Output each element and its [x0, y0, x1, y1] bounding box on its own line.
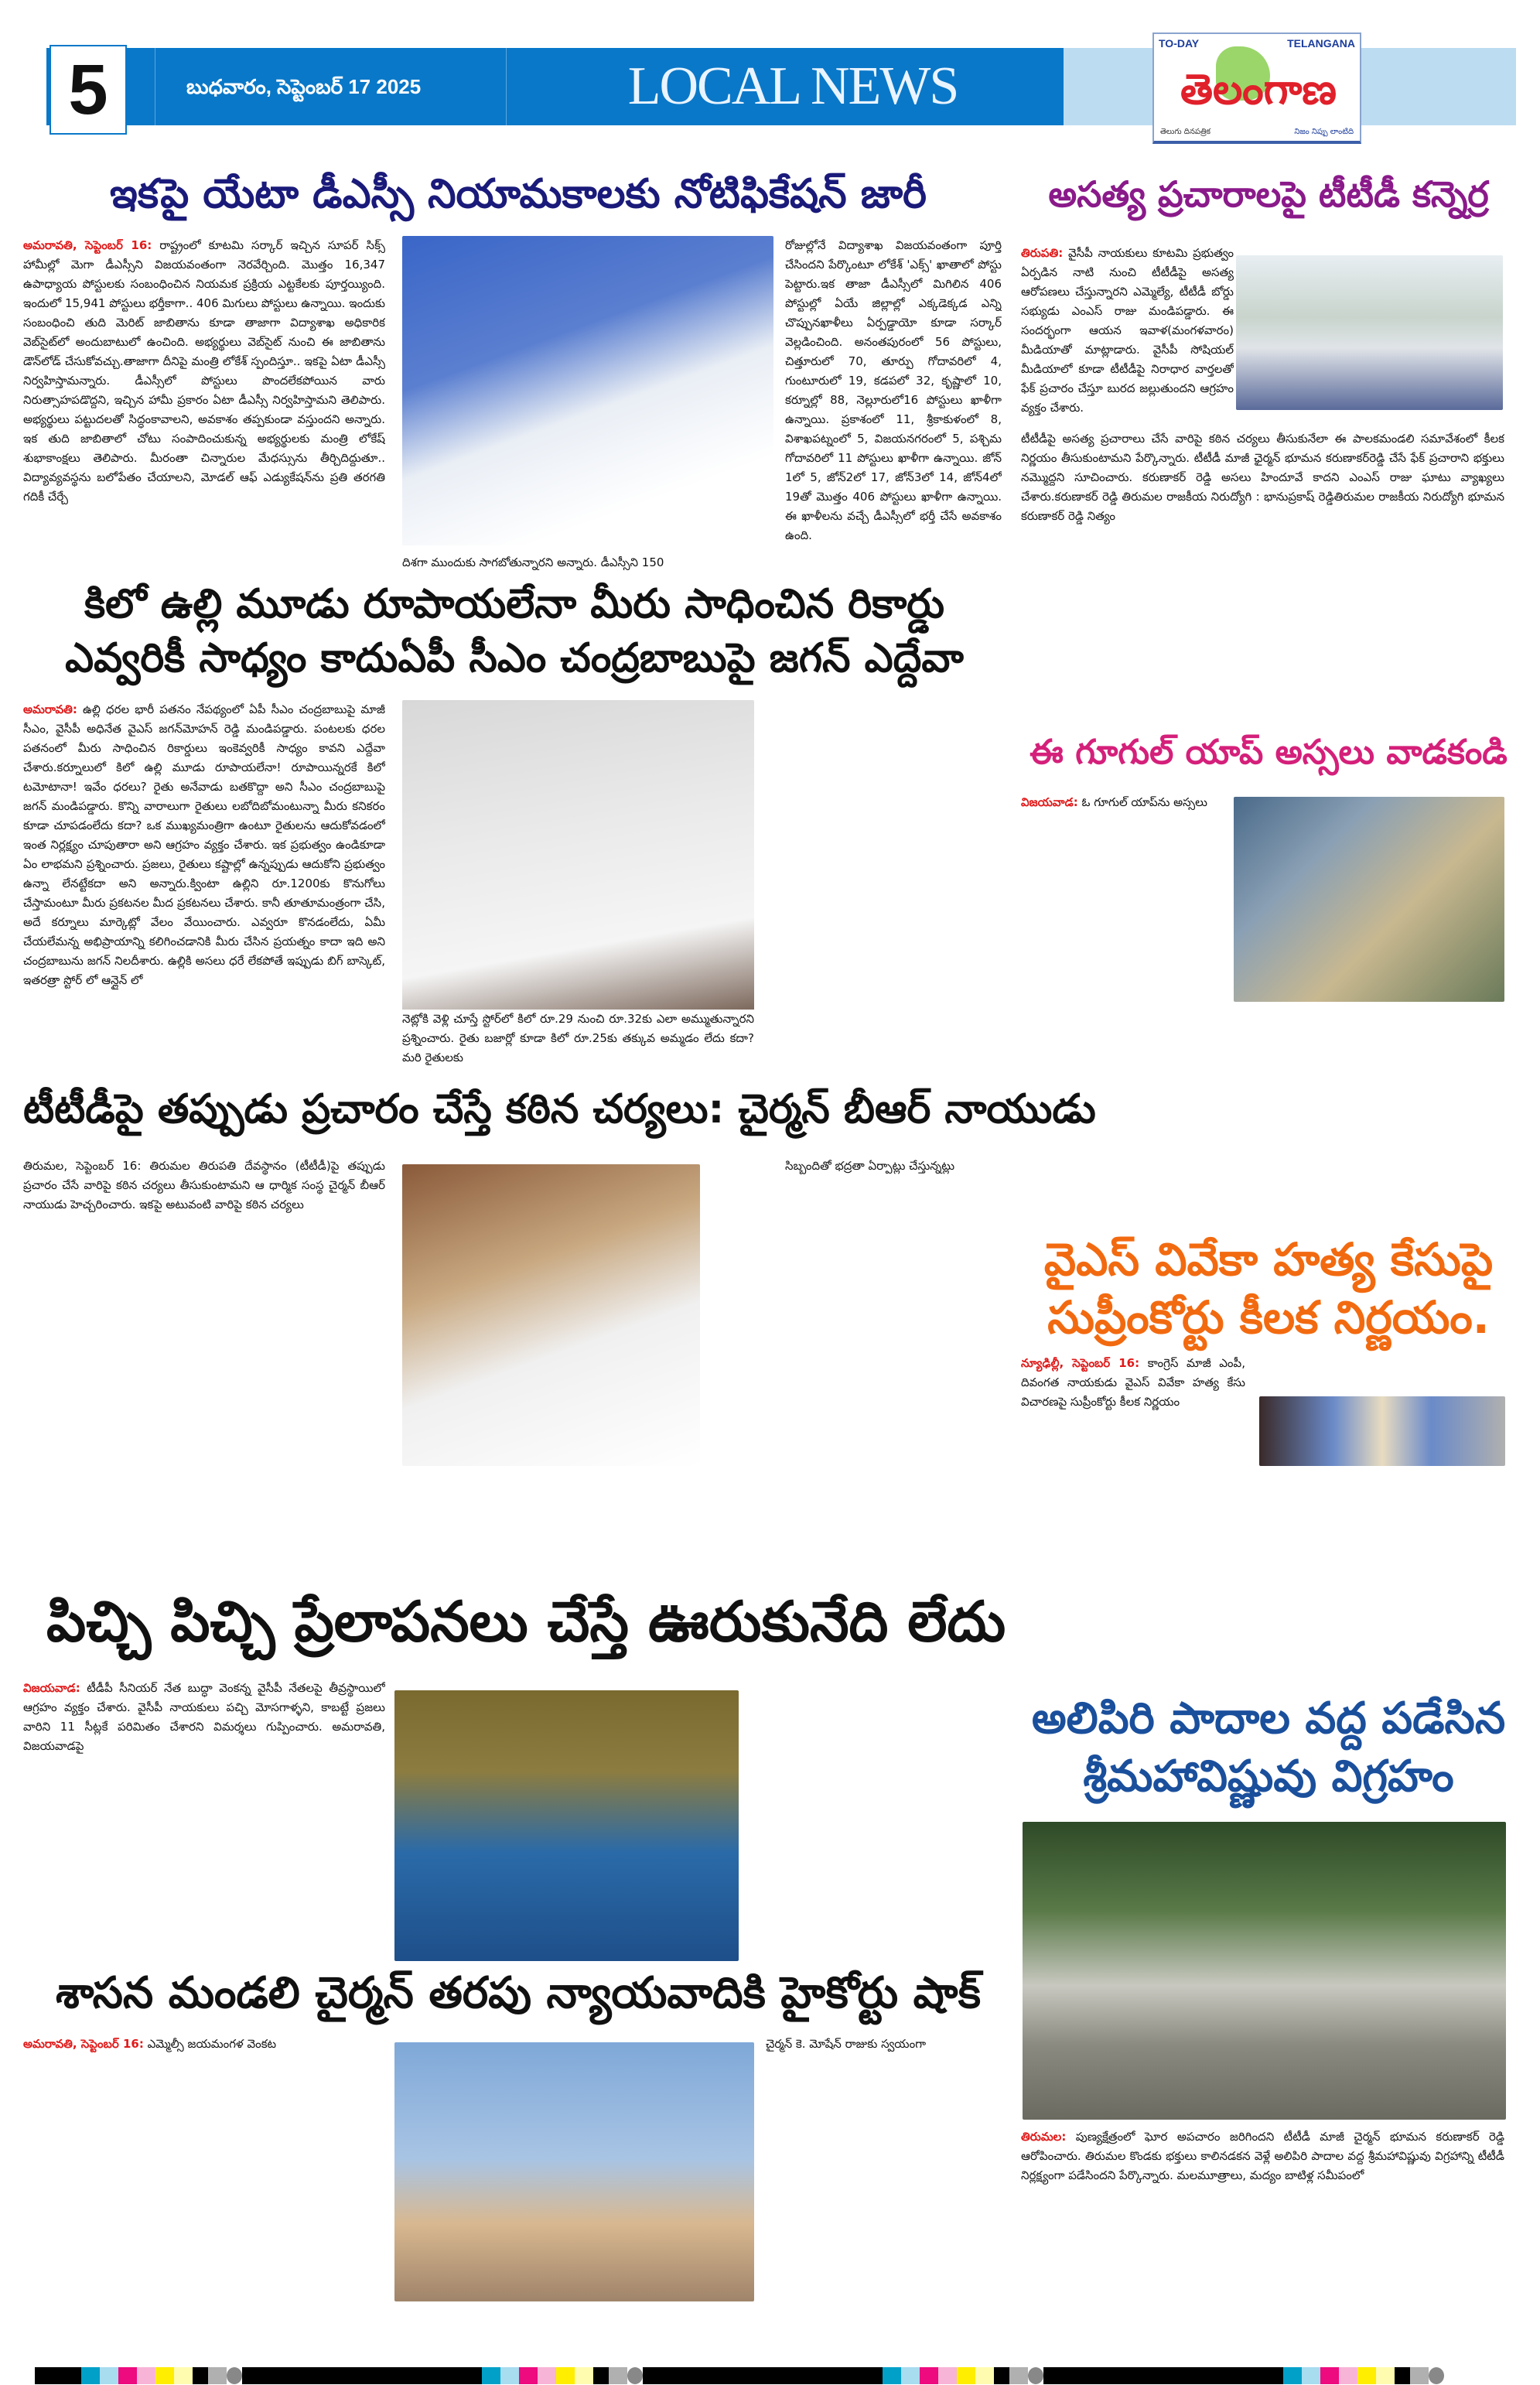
headline: టీటీడీపై తప్పుడు ప్రచారం చేస్తే కఠిన చర్యలు: చైర్మన్ బీఆర్ నాయుడు	[23, 1086, 1096, 1133]
page-number: 5	[50, 45, 127, 135]
article-text: సిబ్బందితో భద్రతా ఏర్పాట్లు చేస్తున్నట్లు	[785, 1159, 955, 1173]
issue-date: బుధవారం, సెప్టెంబర్ 17 2025	[155, 48, 507, 125]
vishnu-idol-photo	[1023, 1822, 1506, 2120]
color-swatch	[1429, 2367, 1444, 2384]
dateline: తిరుపతి:	[1021, 246, 1064, 260]
article-text: ఉల్లి ధరల భారీ పతనం నేపథ్యంలో ఏపీ సీఎం చంద్రబాబుపై మాజీ సీఎం, వైసీపీ అధినేత వైఎస్ జగన్‌మోహన్ రెడ్డి మండిపడ్డారు. పంటలకు ధరల పతనంలో మీరు సాధించిన రికార్డులు ఇంకెవ్వరికీ సాధ్యం కావని ఎద్దేవా చేశారు.కర్నూలులో కిలో ఉల్లి మూడు రూపాయలేనా! రూపాయిన్నరకే కిలో టమోటానా! ఇవేం ధరలు? రైతు అనేవాడు బతకొద్దా అని సీఎం చంద్రబాబుపై జగన్ మండిపడ్డారు. కొన్ని వారాలుగా రైతులు లబోదిబోమంటున్నా మీరు కనికరం కూడా చూపడంలేదు కదా? ఒక ముఖ్యమంత్రిగా ఉంటూ రైతులను ఆదుకోవడంలో ఇంత నిర్లక్ష్యం చూపుతారా అని ఆగ్రహం వ్యక్తం చేశారు. ఇక ప్రభుత్వం ఉండికూడా ఏం లాభమని ప్రశ్నించారు. ప్రజలు, రైతులు కష్టాల్లో ఉన్నప్పుడు ఆదుకోని ప్రభుత్వం ఉన్నా లేనట్టేకదా అని అన్నారు.క్వింటా ఉల్లిని రూ.1200కు కొనుగోలు చేస్తామంటూ మీరు ప్రకటనల మీద ప్రకటనలు చేశారు. కానీ తూతూమంత్రంగా చేసి, అదే కర్నూలు మార్కెట్లో వేలం వేయించారు. ఎవ్వరూ కొనడంలేదు, ఏమీ చేయలేమన్న అభిప్రాయాన్ని కలిగించడానికి మీరు చేసిన ప్రయత్నం కాదా ఇది అని చంద్రబాబును జగన్ నిలదీశారు. ఉల్లికి అసలు ధరే లేకపోతే ఇప్పుడు బిగ్ బాస్కెట్, ఇతరత్రా స్టోర్ లో ఆన్లైన్ లో	[23, 702, 385, 987]
headline: వైఎస్ వివేకా హత్య కేసుపై	[1043, 1233, 1494, 1286]
article-text: చైర్మన్ కె. మోషేన్ రాజుకు స్వయంగా	[766, 2037, 927, 2051]
nara-lokesh-photo	[402, 236, 773, 545]
article-body	[23, 236, 385, 584]
article-text: దిశగా ముందుకు సాగబోతున్నారని అన్నారు. డీఎస్సీని 150	[402, 555, 664, 569]
color-swatch	[1395, 2367, 1410, 2384]
color-swatch	[593, 2367, 609, 2384]
headline: శ్రీమహావిష్ణువు విగ్రహం	[1083, 1751, 1454, 1802]
color-swatch	[556, 2367, 575, 2384]
color-swatch	[118, 2367, 137, 2384]
google-app-press-photo	[1234, 797, 1504, 1002]
dateline: విజయవాడ:	[23, 1681, 80, 1695]
high-court-photo	[394, 2042, 754, 2301]
logo-name: తెలంగాణ	[1180, 65, 1337, 114]
headline: సుప్రీంకోర్టు కీలక నిర్ణయం.	[1047, 1291, 1490, 1344]
article-text: పుణ్యక్షేత్రంలో ఘోర అపచారం జరిగిందని టీటీడీ మాజీ చైర్మన్ భూమన కరుణాకర్ రెడ్డి ఆరోపించారు. తిరుమల కొండకు భక్తులు కాలినడకన వెళ్లే అలిపిరి పాదాల వద్ద శ్రీమహావిష్ణువు విగ్రహాన్ని టీటీడీ నిర్లక్ష్యంగా పడేసిందని పేర్కొన్నారు. మలమూత్రాలు, మద్యం బాటిళ్ల సమీపంలో	[1021, 2130, 1504, 2182]
headline: అసత్య ప్రచారాలపై టీటీడీ కన్నెర్ర	[1048, 173, 1489, 215]
tirumala-temple-photo	[1236, 255, 1503, 410]
color-swatch	[519, 2367, 538, 2384]
article-text: టీడీపీ సీనియర్ నేత బుద్ధా వెంకన్న వైసీపీ నేతలపై తీవ్రస్థాయిలో ఆగ్రహం వ్యక్తం చేశారు. వైసీపీ నాయకులు పచ్చి మోసగాళ్ళని, కాబట్టే ప్రజలు వారిని 11 సీట్లకే పరిమితం చేశారని విమర్శలు గుప్పించారు. అమరావతి, విజయవాడపై	[23, 1681, 385, 1753]
color-swatch	[627, 2367, 643, 2384]
article-body	[23, 2035, 385, 2359]
color-swatch	[901, 2367, 920, 2384]
headline: పిచ్చి పిచ్చి ప్రేలాపనలు చేస్తే ఊరుకునేది లేదు	[46, 1589, 1006, 1654]
print-registration-bar	[35, 2367, 1444, 2384]
color-swatch	[227, 2367, 242, 2384]
color-swatch	[482, 2367, 500, 2384]
color-swatch	[575, 2367, 593, 2384]
color-swatch	[1028, 2367, 1043, 2384]
headline: శాసన మండలి చైర్మన్ తరపు న్యాయవాదికి హైకోర్టు షాక్	[55, 1968, 982, 2018]
article-text: రోజుల్లోనే విద్యాశాఖ విజయవంతంగా పూర్తి చేసిందని పేర్కొంటూ లోకేశ్ 'ఎక్స్' ఖాతాలో పోస్టు పెట్టారు.ఇక తాజా డీఎస్సీలో మిగిలిన 406 పోస్టుల్లో ఏయే జిల్లాల్లో ఎక్కడెక్కడ ఎన్ని చొప్పునఖాళీలు ఏర్పడ్డాయో కూడా సర్కార్ వెల్లడించింది. అనంతపురంలో 56 పోస్టులు, చిత్తూరులో 70, తూర్పు గోదావరిలో 4, గుంటూరులో 19, కడపలో 32, కృష్ణాలో 10, కర్నూల్లో 88, నెల్లూరులో16 పోస్టులు ఖాళీగా ఉన్నాయి. ప్రకాశంలో 11, శ్రీకాకుళంలో 8, విశాఖపట్నంలో 5, విజయనగరంలో 5, పశ్చిమ గోదావరిలో 11 పోస్టులు ఖాళీగా ఉన్నాయి. జోన్ 1లో 5, జోన్2లో 17, జోన్3లో 14, జోన్4లో 19తో మొత్తం 406 పోస్టులు ఖాళీగా ఉన్నాయి. ఈ ఖాళీలను వచ్చే డీఎస్సీలో భర్తీ చేసే అవకాశం ఉంది.	[785, 238, 1002, 542]
color-swatch	[975, 2367, 994, 2384]
color-swatch	[100, 2367, 118, 2384]
article-text: వైసీపీ నాయకులు కూటమి ప్రభుత్వం ఏర్పడిన నాటి నుంచి టీటీడీపై అసత్య ఆరోపణలు చేస్తున్నారని ఎమ్మెల్యే, టీటీడీ బోర్డు సభ్యుడు ఎంఎస్ రాజు మండిపడ్డారు. ఈ సందర్భంగా ఆయన ఇవాళ(మంగళవారం) మీడియాతో మాట్లాడారు. వైసీపీ సోషియల్ మీడియాలో కూడా టీటీడీపై నిరాధార వార్తలతో ఫేక్ ప్రచారం చేస్తూ బురద జల్లుతుందని ఆగ్రహం వ్యక్తం చేశారు.	[1021, 246, 1234, 415]
color-swatch	[1357, 2367, 1376, 2384]
color-swatch	[994, 2367, 1009, 2384]
color-swatch	[1410, 2367, 1429, 2384]
newspaper-logo	[1152, 32, 1361, 144]
dateline: విజయవాడ:	[1021, 795, 1078, 809]
color-swatch	[81, 2367, 100, 2384]
headline: ఎవ్వరికీ సాధ్యం కాదుఏపీ సీఎం చంద్రబాబుపై జగన్ ఎద్దేవా	[65, 635, 964, 682]
color-swatch	[883, 2367, 901, 2384]
br-naidu-photo	[402, 1164, 700, 1466]
color-swatch	[35, 2367, 81, 2384]
color-swatch	[538, 2367, 556, 2384]
section-title: LOCAL NEWS	[627, 56, 958, 116]
color-swatch	[1237, 2367, 1283, 2384]
headline: కిలో ఉల్లి మూడు రూపాయలేనా మీరు సాధించిన రికార్డు	[84, 581, 945, 627]
color-swatch	[174, 2367, 193, 2384]
color-swatch	[1302, 2367, 1320, 2384]
article-body	[23, 700, 385, 1071]
color-swatch	[1376, 2367, 1395, 2384]
color-swatch	[1339, 2367, 1357, 2384]
color-swatch	[1283, 2367, 1302, 2384]
black-block	[1043, 2367, 1237, 2384]
color-swatch	[208, 2367, 227, 2384]
supreme-court-photo	[1259, 1396, 1505, 1466]
article-text: ఎమ్మెల్సీ జయమంగళ వెంకట	[147, 2037, 277, 2051]
dateline: అమరావతి, సెప్టెంబర్ 16:	[23, 2037, 144, 2051]
color-swatch	[957, 2367, 975, 2384]
article-text: టీటీడీపై అసత్య ప్రచారాలు చేసే వారిపై కఠిన చర్యలు తీసుకునేలా ఈ పాలకమండలి సమావేశంలో కీలక నిర్ణయం తీసుకుంటామని పేర్కొన్నారు. టీటీడీ మాజీ ఛైర్మన్ భూమన కరుణాకర్‌రెడ్డి చేసే ఫేక్ ప్రచారాని భక్తులు నమ్మొద్దని సూచించారు. కరుణాకర్ రెడ్డి అసలు హిందూవే కాదని ఎంఎస్ రాజు ఘాటు వ్యాఖ్యలు చేశారు.కరుణాకర్ రెడ్డి తిరుమల రాజకీయ నిరుద్యోగి : భానుప్రకాష్ రెడ్డితిరుమల రాజకీయ నిరుద్యోగి భూమన కరుణాకర్ రెడ్డి నిత్యం	[1021, 432, 1504, 523]
color-swatch	[500, 2367, 519, 2384]
color-swatch	[836, 2367, 883, 2384]
color-swatch	[155, 2367, 174, 2384]
article-body	[1021, 793, 1226, 1226]
article-text: నెట్లోకి వెళ్లి చూస్తే స్టోర్‌లో కిలో రూ.29 నుంచి రూ.32కు ఎలా అమ్ముతున్నారని ప్రశ్నించారు. రైతు బజార్లో కూడా కిలో రూ.25కు తక్కువ అమ్మడం లేదు కదా? మరి రైతులకు	[402, 1010, 754, 1071]
color-swatch	[938, 2367, 957, 2384]
color-swatch	[609, 2367, 627, 2384]
article-text: రాష్ట్రంలో కూటమి సర్కార్ ఇచ్చిన సూపర్ సిక్స్ హామీల్లో మెగా డీఎస్సీని విజయవంతంగా నెరవేర్చింది. మొత్తం 16,347 ఉపాధ్యాయ పోస్టులకు సంబంధించిన నియమక ప్రక్రియ ఎట్టకేలకు పూర్తయ్యింది. ఇందులో 15,941 పోస్టులు భర్తీకాగా.. 406 మిగులు పోస్టులు ఉన్నాయి. ఇందుకు సంబంధించి తుది మెరిట్ జాబితాను కూడా తాజాగా విద్యాశాఖ అధికారిక వెబ్‌సైట్‌లో అందుబాటులో ఉంచింది. అభ్యర్థులు వెబ్‌సైట్ నుంచి ఈ జాబితాను డౌన్‌లోడ్ చేసుకోవచ్చు.తాజాగా దీనిపై మంత్రి లోకేశ్ స్పందిస్తూ.. ఇకపై ఏటా డీఎస్సీ నిర్వహిస్తామన్నారు. డీఎస్సీలో పోస్టులు పొందలేకపోయిన వారు నిరుత్సాహపడొద్దని, ఇచ్చిన హామీ ప్రకారం ఏటా డీఎస్సీ నిర్వహిస్తామని తెలిపారు. అభ్యర్థులు పట్టుదలతో సిద్ధంకావాలని, అవకాశం తప్పకుండా వస్తుందని అన్నారు. ఇక తుది జాబితాలో చోటు సంపాదించుకున్న అభ్యర్థులకు మంత్రి లోకేష్ శుభాకాంక్షలు తెలిపారు. మీరంతా చిన్నారుల మేధస్సును తీర్చిదిద్దుతూ.. విద్యావ్యవస్థను బలోపేతం చేయాలని, మోడల్ ఆఫ్ ఎడ్యుకేషన్‌ను ప్రతి తరగతి గదికీ చేర్చే	[23, 238, 385, 504]
dateline: న్యూఢిల్లీ, సెప్టెంబర్ 16:	[1021, 1356, 1140, 1370]
color-swatch	[1320, 2367, 1339, 2384]
article-body	[1021, 244, 1234, 425]
logo-text: TO-DAY	[1159, 37, 1200, 50]
logo-text: TELANGANA	[1287, 37, 1355, 50]
color-swatch	[1009, 2367, 1028, 2384]
black-block	[242, 2367, 435, 2384]
dateline: తిరుమల:	[1021, 2130, 1067, 2144]
headline: ఇకపై యేటా డీఎస్సీ నియామకాలకు నోటిఫికేషన్ జారీ	[110, 171, 927, 217]
color-swatch	[193, 2367, 208, 2384]
logo-tagline: నిజం నిప్పు లాంటిది	[1294, 128, 1354, 136]
article-body	[23, 1679, 385, 1957]
buddha-venkanna-photo	[394, 1690, 739, 1961]
article-text: తిరుమల, సెప్టెంబర్ 16: తిరుమల తిరుపతి దేవస్థానం (టీటీడీ)పై తప్పుడు ప్రచారం చేసే వారిపై కఠిన చర్యలు తీసుకుంటామని ఆ ధార్మిక సంస్థ చైర్మన్ బీఆర్ నాయుడు హెచ్చరించారు. ఇకపై అటువంటి వారిపై కఠిన చర్యలు	[23, 1159, 385, 1211]
headline: ఈ గూగుల్ యాప్ అస్సలు వాడకండి	[1030, 733, 1508, 772]
dateline: అమరావతి:	[23, 702, 77, 716]
article-text: ఓ గూగుల్ యాప్‌ను అస్సలు	[1081, 795, 1207, 809]
color-swatch	[435, 2367, 482, 2384]
article-body	[1021, 2127, 1504, 2363]
color-swatch	[920, 2367, 938, 2384]
black-block	[643, 2367, 836, 2384]
article-text: కాంగ్రెస్ మాజీ ఎంపీ, దివంగత నాయకుడు వైఎస్ వివేకా హత్య కేసు విచారణపై సుప్రీంకోర్టు కీలక నిర్ణయం	[1021, 1356, 1245, 1409]
article-body	[1021, 1354, 1245, 1679]
headline: అలిపిరి పాదాల వద్ద పడేసిన	[1031, 1693, 1506, 1744]
logo-tagline: తెలుగు దినపత్రిక	[1160, 128, 1211, 136]
dateline: అమరావతి, సెప్టెంబర్ 16:	[23, 238, 152, 252]
ys-jagan-photo	[402, 700, 754, 1037]
color-swatch	[137, 2367, 155, 2384]
